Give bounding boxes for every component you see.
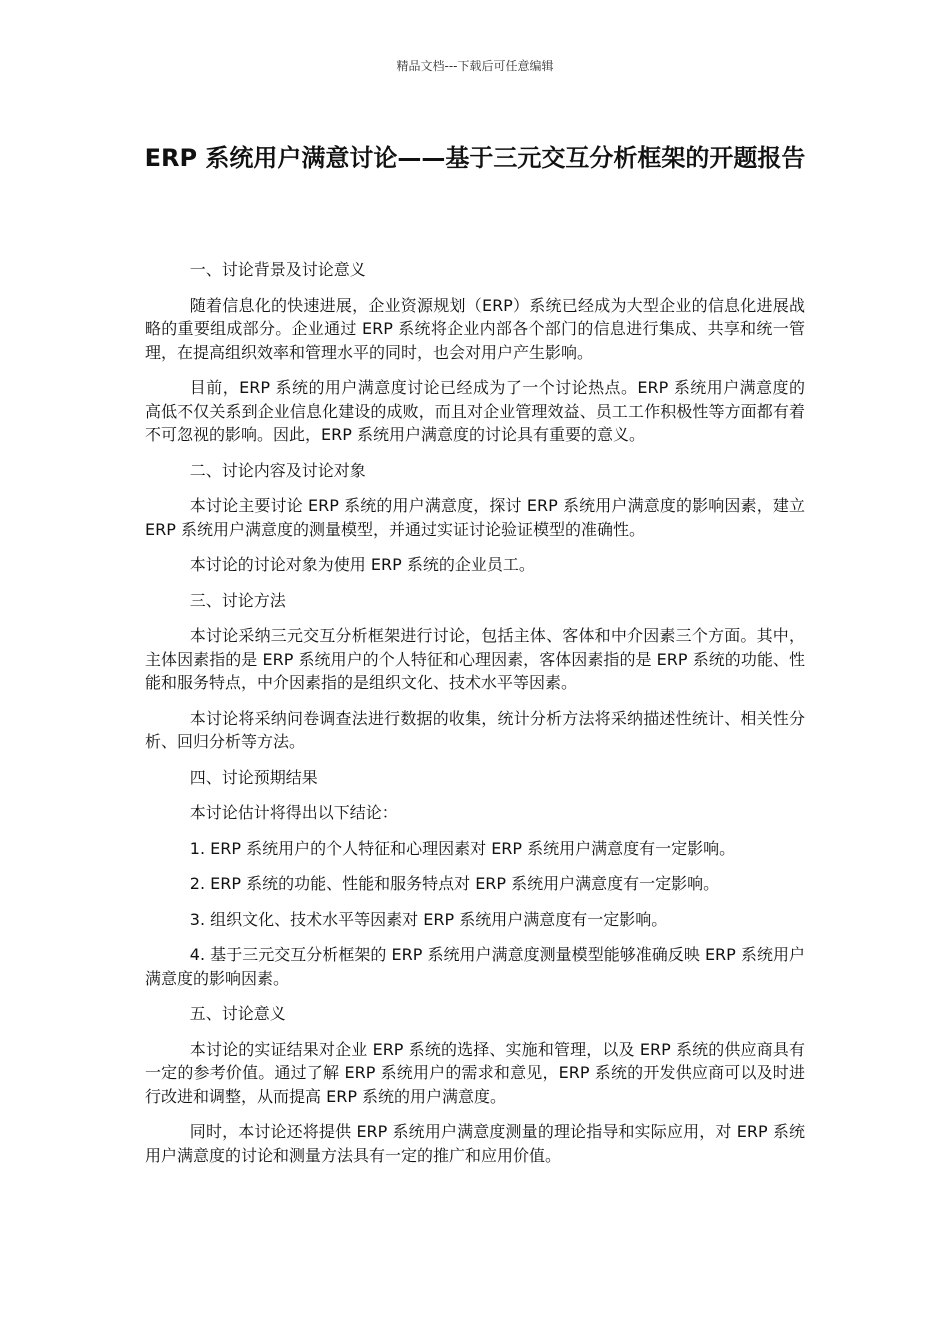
header-note: 精品文档---下载后可任意编辑 [396,59,554,73]
paragraph: 同时，本讨论还将提供 ERP 系统用户满意度测量的理论指导和实际应用，对 ERP 系统用户满意度的讨论和测量方法具有一定的推广和应用价值。 [145,1122,805,1165]
section-heading: 一、讨论背景及讨论意义 [189,260,366,279]
document-body [145,258,805,1179]
document-title: ERP 系统用户满意讨论——基于三元交互分析框架的开题报告 [144,144,806,172]
paragraph: 本讨论的实证结果对企业 ERP 系统的选择、实施和管理，以及 ERP 系统的供应商具有一定的参考价值。通过了解 ERP 系统用户的需求和意见，ERP 系统的开发供应商可以及时进行改进和调整，从而提高 ERP 系统的用户满意度。 [145,1039,805,1106]
paragraph: 本讨论采纳三元交互分析框架进行讨论，包括主体、客体和中介因素三个方面。其中，主体因素指的是 ERP 系统用户的个人特征和心理因素，客体因素指的是 ERP 系统的功能、性能和服务特点，中介因素指的是组织文化、技术水平等因素。 [145,626,805,692]
paragraph: 本讨论主要讨论 ERP 系统的用户满意度，探讨 ERP 系统用户满意度的影响因素，建立 ERP 系统用户满意度的测量模型，并通过实证讨论验证模型的准确性。 [145,496,805,539]
list-item: 4. 基于三元交互分析框架的 ERP 系统用户满意度测量模型能够准确反映 ERP 系统用户满意度的影响因素。 [145,945,805,988]
paragraph: 随着信息化的快速进展，企业资源规划（ERP）系统已经成为大型企业的信息化进展战略的重要组成部分。企业通过 ERP 系统将企业内部各个部门的信息进行集成、共享和统一管理，在提高组织效率和管理水平的同时，也会对用户产生影响。 [145,295,805,362]
paragraph: 本讨论将采纳问卷调查法进行数据的收集，统计分析方法将采纳描述性统计、相关性分析、回归分析等方法。 [145,708,805,751]
paragraph: 本讨论估计将得出以下结论： [189,803,398,822]
paragraph: 本讨论的讨论对象为使用 ERP 系统的企业员工。 [189,555,535,574]
list-item: 2. ERP 系统的功能、性能和服务特点对 ERP 系统用户满意度有一定影响。 [189,874,720,893]
list-item: 1. ERP 系统用户的个人特征和心理因素对 ERP 系统用户满意度有一定影响。 [189,838,736,858]
list-item: 3. 组织文化、技术水平等因素对 ERP 系统用户满意度有一定影响。 [189,909,668,929]
section-heading: 四、讨论预期结果 [189,767,318,787]
paragraph: 目前，ERP 系统的用户满意度讨论已经成为了一个讨论热点。ERP 系统用户满意度的高低不仅关系到企业信息化建设的成败，而且对企业管理效益、员工工作积极性等方面都有着不可忽视的影响。因此，ERP 系统用户满意度的讨论具有重要的意义。 [145,378,805,444]
section-heading: 二、讨论内容及讨论对象 [189,460,366,480]
section-heading: 三、讨论方法 [189,590,286,610]
section-heading: 五、讨论意义 [189,1004,286,1023]
